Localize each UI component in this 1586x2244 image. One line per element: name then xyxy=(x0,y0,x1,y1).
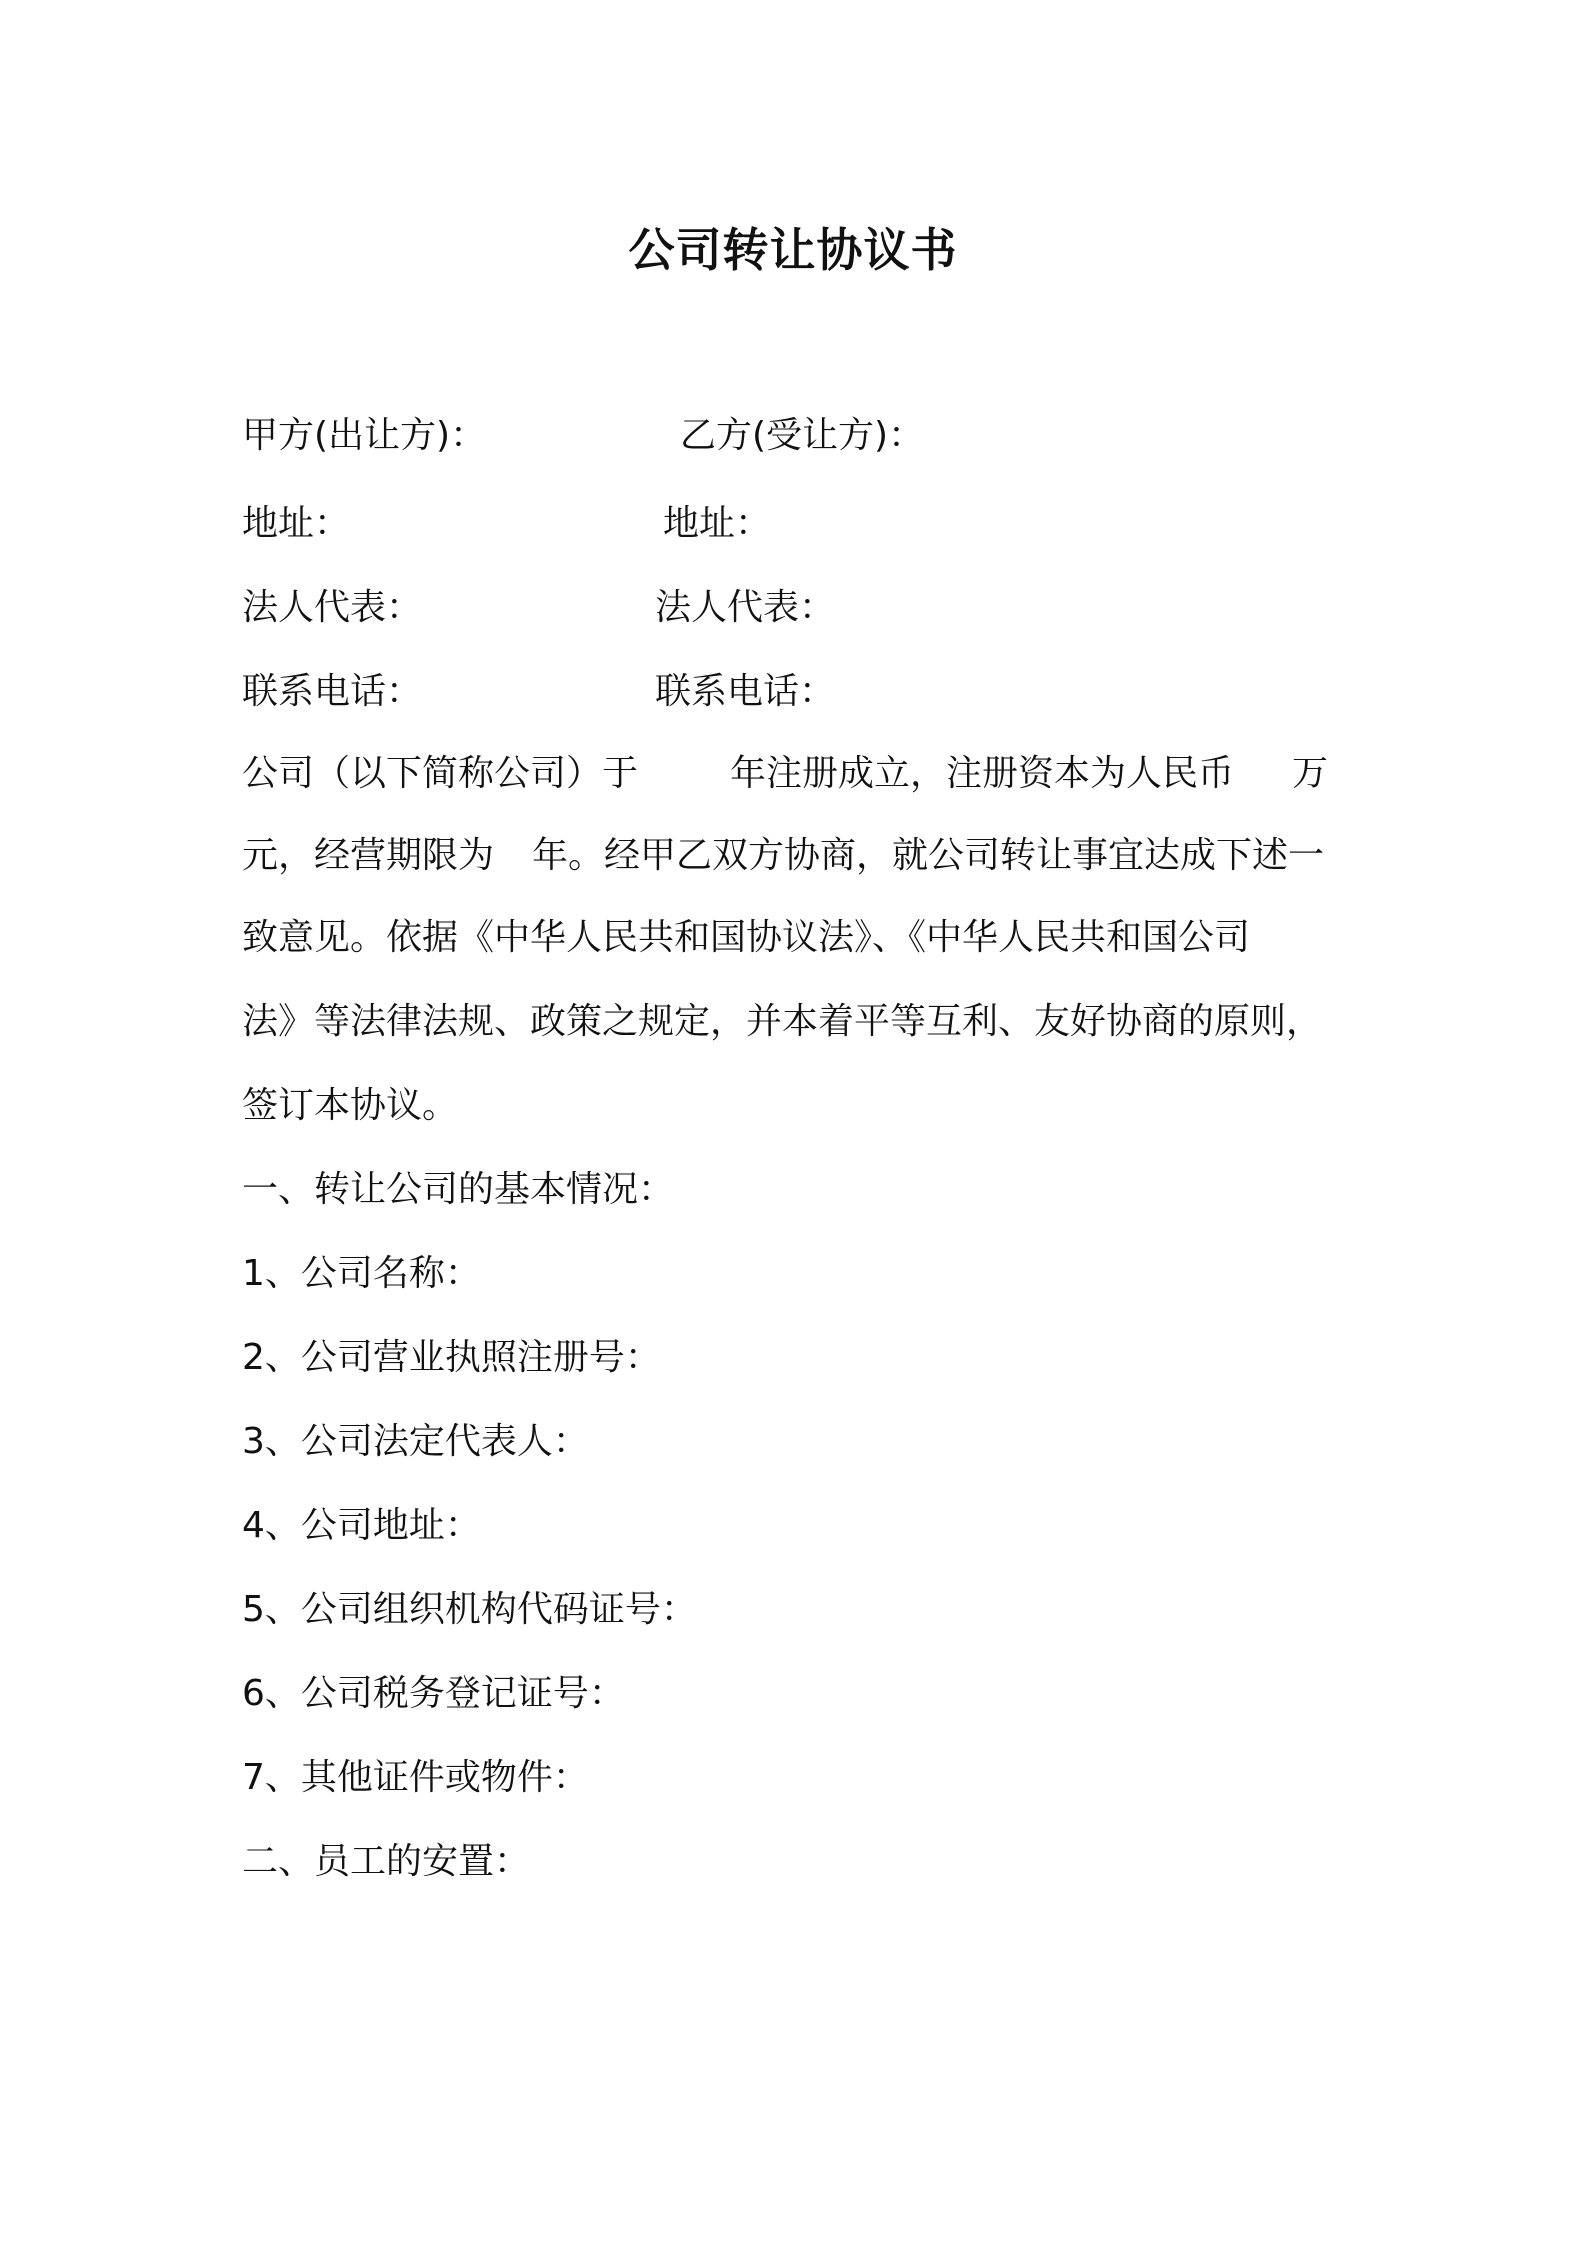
intro-line-2-part-1: 元，经营期限为 xyxy=(242,835,495,876)
intro-line-3: 致意见。依据《中华人民共和国协议法》、《中华人民共和国公司 xyxy=(242,917,1251,958)
party-a-label: 甲方(出让方)： xyxy=(242,415,487,456)
section-1-item: 4、公司地址： xyxy=(242,1505,481,1546)
intro-line-5: 签订本协议。 xyxy=(242,1085,459,1126)
document-title: 公司转让协议书 xyxy=(628,223,958,277)
section-2-heading: 二、员工的安置： xyxy=(242,1841,531,1882)
section-1-item: 3、公司法定代表人： xyxy=(242,1421,589,1462)
party-a-phone: 联系电话： xyxy=(242,671,423,712)
intro-line-1-part-2: 年注册成立，注册资本为人民币 xyxy=(730,753,1235,794)
party-b-address: 地址： xyxy=(663,503,772,544)
section-1-item: 1、公司名称： xyxy=(242,1253,481,1294)
intro-line-2-part-2: 年。经甲乙双方协商，就公司转让事宜达成下述一 xyxy=(532,835,1325,876)
party-b-label: 乙方(受让方)： xyxy=(680,415,925,456)
section-1-item: 2、公司营业执照注册号： xyxy=(242,1337,661,1378)
section-1-item: 6、公司税务登记证号： xyxy=(242,1673,625,1714)
party-b-phone: 联系电话： xyxy=(655,671,836,712)
section-1-item: 7、其他证件或物件： xyxy=(242,1757,589,1798)
intro-line-4: 法》等法律法规、政策之规定，并本着平等互利、友好协商的原则， xyxy=(242,1001,1323,1042)
intro-line-1-part-3: 万 xyxy=(1292,753,1329,794)
section-1-item: 5、公司组织机构代码证号： xyxy=(242,1589,697,1630)
intro-line-1-part-1: 公司（以下简称公司）于 xyxy=(242,753,639,794)
intro-line-2 xyxy=(242,832,1324,880)
party-a-legal-rep: 法人代表： xyxy=(242,587,423,628)
section-1-heading: 一、转让公司的基本情况： xyxy=(242,1169,675,1210)
party-b-legal-rep: 法人代表： xyxy=(655,587,836,628)
party-a-address: 地址： xyxy=(242,503,351,544)
intro-line-1 xyxy=(242,750,1328,798)
